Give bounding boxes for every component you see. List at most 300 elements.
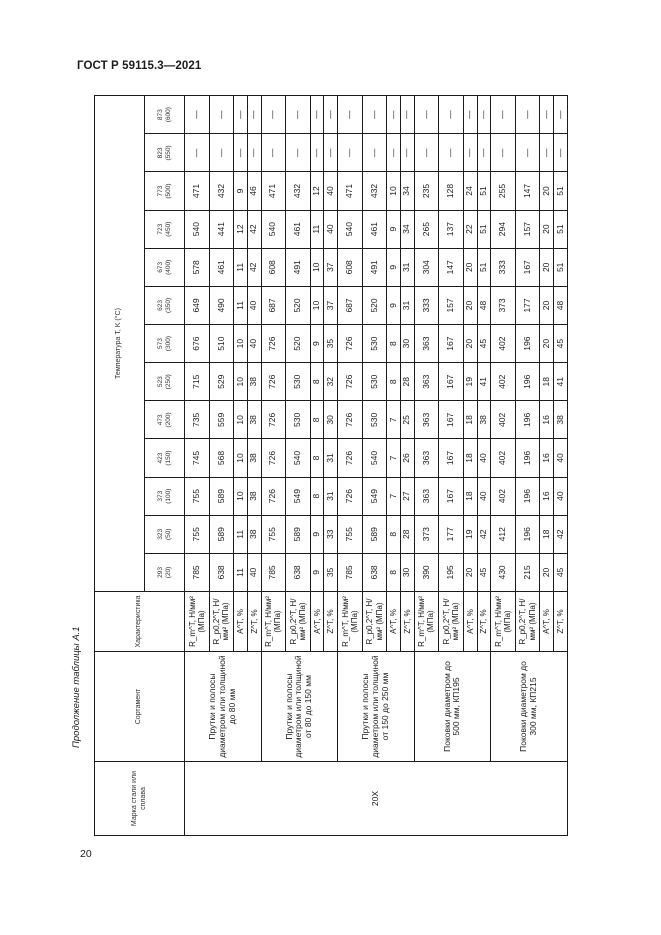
value-cell: 235 [414,172,439,210]
temperature-kelvin: 373 [157,490,165,502]
properties-table [94,95,568,836]
value-cell: 491 [286,248,311,286]
value-cell: 26 [401,439,415,477]
value-cell: — [463,134,477,172]
value-cell: — [362,134,387,172]
value-cell: 10 [310,248,324,286]
value-cell: — [234,134,248,172]
value-cell: 11 [310,210,324,248]
value-cell: 51 [554,172,568,210]
value-cell: 520 [286,325,311,363]
value-cell: 8 [387,515,401,553]
value-cell: — [414,96,439,134]
value-cell: 12 [310,172,324,210]
value-cell: 540 [185,210,210,248]
value-cell: 461 [286,210,311,248]
temperature-header [145,363,185,401]
value-cell: 676 [185,325,210,363]
grade-cell: 20Х [185,762,568,836]
value-cell: 755 [185,477,210,515]
value-cell: — [286,96,311,134]
value-cell: 568 [209,439,234,477]
temperature-header [145,325,185,363]
value-cell: — [338,96,363,134]
value-cell: 157 [439,286,464,324]
value-cell: 40 [247,553,261,591]
temperature-kelvin: 293 [157,567,165,578]
value-cell: 471 [261,172,286,210]
characteristic-cell: Z^T, % [401,592,415,652]
value-cell: 530 [286,401,311,439]
value-cell: 30 [401,325,415,363]
value-cell: 40 [324,172,338,210]
value-cell: 9 [310,325,324,363]
temperature-celsius: (450) [164,221,172,237]
temperature-celsius: (350) [164,297,172,314]
characteristic-cell: R_p0,2^T, Н/мм² (МПа) [362,592,387,652]
value-cell: 167 [515,248,540,286]
value-cell: 638 [209,553,234,591]
value-cell: 33 [324,515,338,553]
value-cell: 42 [247,210,261,248]
sortament-cell: Прутки и полосы диаметром или толщиной от 80 до 150 мм [261,652,338,762]
table-body [185,96,568,836]
value-cell: 28 [401,363,415,401]
value-cell: 726 [261,477,286,515]
value-cell: 735 [185,401,210,439]
value-cell: 20 [463,286,477,324]
value-cell: 30 [401,553,415,591]
value-cell: 46 [247,172,261,210]
value-cell: 20 [540,248,554,286]
value-cell: 137 [439,210,464,248]
value-cell: 726 [338,401,363,439]
sortament-cell: Прутки и полосы диаметром или толщиной до 80 мм [185,652,262,762]
sortament-cell: Прутки и полосы диаметром или толщиной от 150 до 250 мм [338,652,415,762]
value-cell: 726 [261,401,286,439]
value-cell: 16 [540,477,554,515]
temperature-kelvin: 823 [157,147,165,159]
value-cell: 40 [477,439,491,477]
characteristic-cell: Z^T, % [247,592,261,652]
value-cell: 608 [261,248,286,286]
temperature-kelvin: 573 [157,338,165,350]
value-cell: 726 [261,363,286,401]
temperature-kelvin: 723 [157,223,165,235]
value-cell: 638 [362,553,387,591]
value-cell: 45 [554,553,568,591]
value-cell: 22 [463,210,477,248]
value-cell: 40 [247,286,261,324]
value-cell: — [491,96,516,134]
value-cell: — [414,134,439,172]
value-cell: 147 [439,248,464,286]
value-cell: 402 [491,401,516,439]
temperature-celsius: (550) [164,145,172,161]
value-cell: — [247,96,261,134]
value-cell: 430 [491,553,516,591]
value-cell: 412 [491,515,516,553]
value-cell: 167 [439,363,464,401]
value-cell: 41 [554,363,568,401]
value-cell: 177 [515,286,540,324]
value-cell: 363 [414,363,439,401]
characteristic-cell: R_p0,2^T, Н/мм² (МПа) [209,592,234,652]
value-cell: — [491,134,516,172]
value-cell: 11 [234,515,248,553]
value-cell: 18 [463,439,477,477]
value-cell: 510 [209,325,234,363]
temperature-celsius: (50) [164,528,172,541]
temperature-header [145,210,185,248]
value-cell: 20 [463,553,477,591]
value-cell: 196 [515,515,540,553]
table-caption: Продолжение таблицы А.1 [71,626,82,748]
value-cell: 785 [185,553,210,591]
temperature-celsius: (300) [164,336,172,352]
temperature-header [145,286,185,324]
value-cell: 745 [185,439,210,477]
characteristic-cell: A^T, % [463,592,477,652]
value-cell: — [463,96,477,134]
value-cell: 265 [414,210,439,248]
temperature-kelvin: 773 [157,185,165,197]
value-cell: 715 [185,363,210,401]
temperature-celsius: (200) [164,412,172,428]
characteristic-cell: Z^T, % [477,592,491,652]
temperature-header [145,134,185,172]
value-cell: — [515,96,540,134]
value-cell: 38 [247,515,261,553]
page-number: 20 [80,848,92,860]
temperature-kelvin: 423 [157,452,165,464]
value-cell: — [439,96,464,134]
value-cell: 48 [477,286,491,324]
value-cell: 530 [286,363,311,401]
temperature-celsius: (600) [164,107,172,123]
temperature-celsius: (400) [164,259,172,275]
value-cell: 726 [261,325,286,363]
value-cell: 24 [463,172,477,210]
value-cell: 8 [387,363,401,401]
value-cell: 608 [338,248,363,286]
value-cell: 549 [362,477,387,515]
value-cell: 196 [515,363,540,401]
value-cell: 755 [261,515,286,553]
value-cell: 42 [554,515,568,553]
value-cell: — [261,96,286,134]
value-cell: 11 [234,286,248,324]
value-cell: 726 [338,439,363,477]
value-cell: 402 [491,325,516,363]
value-cell: 38 [554,401,568,439]
value-cell: — [387,134,401,172]
value-cell: 461 [209,248,234,286]
value-cell: — [401,134,415,172]
value-cell: — [286,134,311,172]
temperature-kelvin: 673 [157,261,165,273]
value-cell: — [439,134,464,172]
value-cell: — [477,134,491,172]
value-cell: 157 [515,210,540,248]
value-cell: — [540,96,554,134]
value-cell: 18 [540,363,554,401]
value-cell: 16 [540,401,554,439]
value-cell: — [185,134,210,172]
value-cell: 373 [491,286,516,324]
value-cell: 25 [401,401,415,439]
value-cell: 10 [234,477,248,515]
value-cell: 11 [234,553,248,591]
temperature-kelvin: 523 [157,376,165,388]
value-cell: — [310,96,324,134]
characteristic-cell: R_m^T, Н/мм² (МПа) [338,592,363,652]
value-cell: 8 [310,401,324,439]
value-cell: — [261,134,286,172]
value-cell: 8 [387,325,401,363]
value-cell: 38 [247,363,261,401]
value-cell: 37 [324,248,338,286]
header-sortament: Сортамент [95,652,185,762]
value-cell: 34 [401,172,415,210]
value-cell: 10 [387,172,401,210]
temperature-celsius: (150) [164,450,172,466]
value-cell: 7 [387,439,401,477]
value-cell: 726 [338,325,363,363]
value-cell: 38 [247,477,261,515]
value-cell: 12 [234,210,248,248]
value-cell: 31 [324,477,338,515]
value-cell: 8 [310,439,324,477]
value-cell: 649 [185,286,210,324]
temperature-celsius: (100) [164,488,172,504]
value-cell: 196 [515,401,540,439]
value-cell: 687 [338,286,363,324]
value-cell: — [554,96,568,134]
temperature-celsius: (20) [164,566,172,579]
value-cell: 785 [261,553,286,591]
value-cell: 18 [540,515,554,553]
temperature-header [145,439,185,477]
value-cell: 726 [261,439,286,477]
value-cell: 432 [286,172,311,210]
header-grade: Марка стали или сплава [95,762,185,836]
value-cell: 471 [185,172,210,210]
value-cell: 402 [491,477,516,515]
characteristic-cell: Z^T, % [324,592,338,652]
value-cell: 9 [234,172,248,210]
value-cell: 30 [324,401,338,439]
characteristic-cell: R_m^T, Н/мм² (МПа) [185,592,210,652]
value-cell: — [234,96,248,134]
value-cell: 20 [540,325,554,363]
value-cell: 40 [554,439,568,477]
value-cell: 441 [209,210,234,248]
value-cell: — [477,96,491,134]
value-cell: 195 [439,553,464,591]
temperature-celsius: (250) [164,374,172,390]
value-cell: 540 [261,210,286,248]
value-cell: — [324,96,338,134]
value-cell: 51 [554,248,568,286]
value-cell: 363 [414,401,439,439]
value-cell: 363 [414,325,439,363]
value-cell: 530 [362,363,387,401]
value-cell: 38 [477,401,491,439]
value-cell: 589 [209,477,234,515]
value-cell: 215 [515,553,540,591]
value-cell: 589 [209,515,234,553]
value-cell: — [515,134,540,172]
value-cell: 51 [477,172,491,210]
value-cell: 42 [477,515,491,553]
value-cell: — [209,134,234,172]
temperature-header [145,477,185,515]
value-cell: 333 [414,286,439,324]
table-row [338,96,363,836]
value-cell: — [554,134,568,172]
value-cell: 7 [387,401,401,439]
value-cell: 10 [234,363,248,401]
value-cell: 520 [362,286,387,324]
value-cell: 530 [362,401,387,439]
value-cell: 41 [477,363,491,401]
temperature-header [145,553,185,591]
value-cell: 530 [362,325,387,363]
value-cell: 520 [286,286,311,324]
value-cell: 687 [261,286,286,324]
value-cell: 51 [477,210,491,248]
value-cell: 42 [247,248,261,286]
value-cell: 40 [324,210,338,248]
value-cell: 540 [338,210,363,248]
value-cell: 432 [362,172,387,210]
value-cell: 8 [310,477,324,515]
temperature-header [145,248,185,286]
value-cell: 196 [515,477,540,515]
value-cell: 20 [463,325,477,363]
value-cell: 432 [209,172,234,210]
temperature-header [145,515,185,553]
sortament-cell: Поковки диаметром до 500 мм, КП195 [414,652,491,762]
value-cell: 18 [463,477,477,515]
value-cell: 38 [247,401,261,439]
value-cell: 34 [401,210,415,248]
temperature-kelvin: 873 [157,109,165,121]
characteristic-cell: A^T, % [540,592,554,652]
document-header: ГОСТ Р 59115.3—2021 [77,60,202,72]
value-cell: 20 [540,553,554,591]
characteristic-cell: A^T, % [387,592,401,652]
value-cell: — [324,134,338,172]
value-cell: 51 [554,210,568,248]
temperature-header [145,172,185,210]
value-cell: 9 [387,286,401,324]
rotated-table-container [94,96,568,836]
value-cell: — [540,134,554,172]
value-cell: 10 [234,439,248,477]
characteristic-cell: R_m^T, Н/мм² (МПа) [491,592,516,652]
table-row [491,96,516,836]
value-cell: 45 [477,553,491,591]
value-cell: 167 [439,477,464,515]
value-cell: 9 [310,553,324,591]
value-cell: 491 [362,248,387,286]
value-cell: 31 [401,286,415,324]
value-cell: 128 [439,172,464,210]
value-cell: — [401,96,415,134]
value-cell: 196 [515,325,540,363]
value-cell: 10 [234,401,248,439]
value-cell: — [362,96,387,134]
value-cell: 40 [554,477,568,515]
value-cell: 726 [338,477,363,515]
header-characteristic: Характеристика [95,592,185,652]
value-cell: 755 [185,515,210,553]
value-cell: 8 [310,363,324,401]
temperature-celsius: (500) [164,183,172,199]
value-cell: 9 [387,210,401,248]
value-cell: 638 [286,553,311,591]
value-cell: 31 [401,248,415,286]
value-cell: 8 [387,553,401,591]
table-wrapper [94,96,568,836]
value-cell: 20 [540,172,554,210]
value-cell: 471 [338,172,363,210]
value-cell: 147 [515,172,540,210]
value-cell: 589 [362,515,387,553]
value-cell: 19 [463,515,477,553]
characteristic-cell: A^T, % [234,592,248,652]
characteristic-cell: Z^T, % [554,592,568,652]
table-row [185,96,210,836]
value-cell: 196 [515,439,540,477]
value-cell: 167 [439,325,464,363]
value-cell: 27 [401,477,415,515]
value-cell: 255 [491,172,516,210]
value-cell: 20 [540,210,554,248]
value-cell: 785 [338,553,363,591]
value-cell: 726 [338,363,363,401]
value-cell: 32 [324,363,338,401]
value-cell: 402 [491,439,516,477]
value-cell: 40 [477,477,491,515]
value-cell: 11 [234,248,248,286]
value-cell: 40 [247,325,261,363]
value-cell: 19 [463,363,477,401]
value-cell: 177 [439,515,464,553]
value-cell: 589 [286,515,311,553]
value-cell: 31 [324,439,338,477]
value-cell: 578 [185,248,210,286]
value-cell: — [338,134,363,172]
value-cell: — [310,134,324,172]
value-cell: 167 [439,439,464,477]
value-cell: 37 [324,286,338,324]
value-cell: — [247,134,261,172]
value-cell: — [185,96,210,134]
temperature-kelvin: 623 [157,300,165,311]
value-cell: 51 [477,248,491,286]
characteristic-cell: R_p0,2^T, Н/мм² (МПа) [286,592,311,652]
value-cell: 9 [387,248,401,286]
value-cell: 540 [286,439,311,477]
value-cell: 549 [286,477,311,515]
characteristic-cell: R_p0,2^T, Н/мм² (МПа) [439,592,464,652]
value-cell: 35 [324,325,338,363]
characteristic-cell: R_m^T, Н/мм² (МПа) [261,592,286,652]
value-cell: 755 [338,515,363,553]
